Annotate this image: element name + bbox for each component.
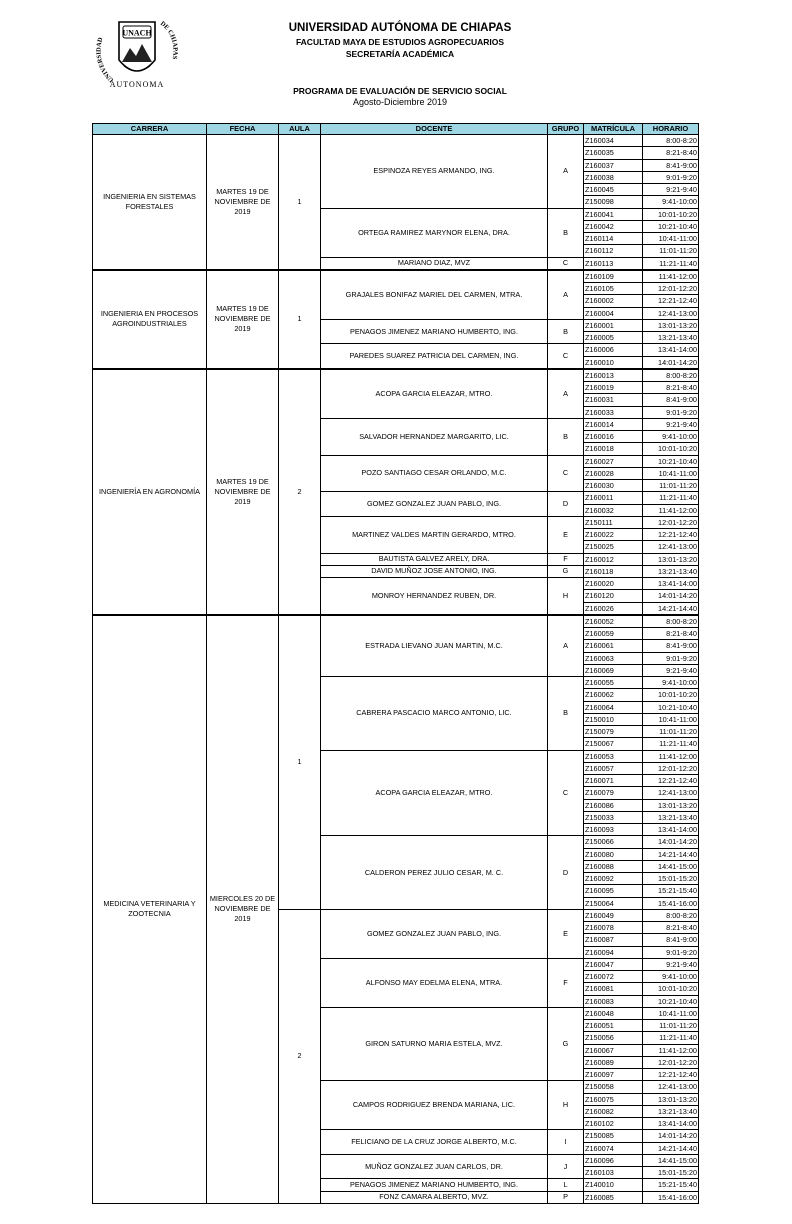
matricula-cell: Z160005 <box>584 332 643 344</box>
matricula-cell: Z150085 <box>584 1130 643 1142</box>
horario-cell: 14:41-15:00 <box>643 860 699 872</box>
horario-cell: 9:01-9:20 <box>643 946 699 958</box>
horario-cell: 14:01-14:20 <box>643 356 699 369</box>
matricula-cell: Z160028 <box>584 467 643 479</box>
logo-emblem-text: UNACH <box>122 28 152 38</box>
matricula-cell: Z150067 <box>584 738 643 750</box>
carrera-cell: INGENIERÍA EN AGRONOMÍA <box>93 369 207 615</box>
horario-cell: 10:01-10:20 <box>643 983 699 995</box>
matricula-cell: Z150058 <box>584 1081 643 1093</box>
matricula-cell: Z150010 <box>584 713 643 725</box>
matricula-cell: Z160096 <box>584 1154 643 1166</box>
matricula-cell: Z160088 <box>584 860 643 872</box>
matricula-cell: Z160087 <box>584 934 643 946</box>
carrera-cell: INGENIERIA EN PROCESOS AGROINDUSTRIALES <box>93 270 207 369</box>
fecha-cell: MARTES 19 DE NOVIEMBRE DE 2019 <box>207 270 279 369</box>
horario-cell: 14:21-14:40 <box>643 848 699 860</box>
horario-cell: 13:21-13:40 <box>643 811 699 823</box>
horario-cell: 9:01-9:20 <box>643 171 699 183</box>
grupo-cell: A <box>548 369 584 419</box>
matricula-cell: Z160063 <box>584 652 643 664</box>
matricula-cell: Z160093 <box>584 824 643 836</box>
grupo-cell: F <box>548 958 584 1007</box>
horario-cell: 9:01-9:20 <box>643 652 699 664</box>
matricula-cell: Z160081 <box>584 983 643 995</box>
horario-cell: 15:21-15:40 <box>643 885 699 897</box>
grupo-cell: E <box>548 516 584 553</box>
matricula-cell: Z160092 <box>584 873 643 885</box>
horario-cell: 11:21-11:40 <box>643 738 699 750</box>
grupo-cell: H <box>548 1081 584 1130</box>
schedule-table <box>92 123 699 1204</box>
matricula-cell: Z160069 <box>584 664 643 676</box>
horario-cell: 8:41-9:00 <box>643 159 699 171</box>
horario-cell: 13:41-14:00 <box>643 578 699 590</box>
svg-text:UNIVERSIDAD <box>95 36 115 83</box>
matricula-cell: Z160120 <box>584 590 643 602</box>
matricula-cell: Z160037 <box>584 159 643 171</box>
horario-cell: 11:01-11:20 <box>643 480 699 492</box>
matricula-cell: Z160045 <box>584 184 643 196</box>
column-header-grupo: GRUPO <box>548 124 584 135</box>
docente-cell: SALVADOR HERNANDEZ MARGARITO, LIC. <box>321 418 548 455</box>
matricula-cell: Z160071 <box>584 775 643 787</box>
horario-cell: 12:41-13:00 <box>643 541 699 553</box>
grupo-cell: C <box>548 750 584 836</box>
matricula-cell: Z160004 <box>584 307 643 319</box>
matricula-cell: Z160067 <box>584 1044 643 1056</box>
horario-cell: 8:21-8:40 <box>643 628 699 640</box>
horario-cell: 10:01-10:20 <box>643 443 699 455</box>
horario-cell: 9:21-9:40 <box>643 958 699 970</box>
horario-cell: 12:41-13:00 <box>643 307 699 319</box>
grupo-cell: I <box>548 1130 584 1155</box>
horario-cell: 12:41-13:00 <box>643 1081 699 1093</box>
matricula-cell: Z160085 <box>584 1191 643 1203</box>
table-body <box>93 135 699 1204</box>
column-header-horario: HORARIO <box>643 124 699 135</box>
grupo-cell: C <box>548 257 584 270</box>
horario-cell: 11:01-11:20 <box>643 1020 699 1032</box>
grupo-cell: A <box>548 135 584 209</box>
matricula-cell: Z160094 <box>584 946 643 958</box>
matricula-cell: Z160033 <box>584 406 643 418</box>
docente-cell: MUÑOZ GONZALEZ JUAN CARLOS, DR. <box>321 1154 548 1179</box>
horario-cell: 11:41-12:00 <box>643 270 699 283</box>
docente-cell: MONROY HERNANDEZ RUBEN, DR. <box>321 578 548 615</box>
matricula-cell: Z160055 <box>584 677 643 689</box>
horario-cell: 13:21-13:40 <box>643 565 699 577</box>
matricula-cell: Z160027 <box>584 455 643 467</box>
matricula-cell: Z160019 <box>584 382 643 394</box>
svg-text:DE CHIAPAS <box>159 20 179 60</box>
horario-cell: 9:01-9:20 <box>643 406 699 418</box>
matricula-cell: Z140010 <box>584 1179 643 1191</box>
horario-cell: 13:01-13:20 <box>643 319 699 331</box>
grupo-cell: D <box>548 492 584 517</box>
matricula-cell: Z160114 <box>584 233 643 245</box>
horario-cell: 13:01-13:20 <box>643 1093 699 1105</box>
matricula-cell: Z160026 <box>584 602 643 615</box>
horario-cell: 14:21-14:40 <box>643 1142 699 1154</box>
matricula-cell: Z150066 <box>584 836 643 848</box>
column-header-fecha: FECHA <box>207 124 279 135</box>
matricula-cell: Z160112 <box>584 245 643 257</box>
matricula-cell: Z160002 <box>584 295 643 307</box>
matricula-cell: Z160105 <box>584 283 643 295</box>
column-header-carrera: CARRERA <box>93 124 207 135</box>
matricula-cell: Z160109 <box>584 270 643 283</box>
matricula-cell: Z150111 <box>584 516 643 528</box>
horario-cell: 9:21-9:40 <box>643 184 699 196</box>
fecha-cell: MIERCOLES 20 DE NOVIEMBRE DE 2019 <box>207 615 279 1204</box>
horario-cell: 11:21-11:40 <box>643 257 699 270</box>
matricula-cell: Z160072 <box>584 971 643 983</box>
horario-cell: 9:41-10:00 <box>643 196 699 208</box>
column-header-matricula: MATRÍCULA <box>584 124 643 135</box>
period-subtitle: Agosto-Diciembre 2019 <box>352 97 448 107</box>
matricula-cell: Z160042 <box>584 220 643 232</box>
horario-cell: 9:21-9:40 <box>643 418 699 430</box>
matricula-cell: Z150064 <box>584 897 643 909</box>
docente-cell: BAUTISTA GALVEZ ARELY, DRA. <box>321 553 548 565</box>
horario-cell: 15:01-15:20 <box>643 1167 699 1179</box>
horario-cell: 12:21-12:40 <box>643 775 699 787</box>
matricula-cell: Z160022 <box>584 529 643 541</box>
table-row <box>93 270 699 283</box>
horario-cell: 10:41-11:00 <box>643 467 699 479</box>
docente-cell: CAMPOS RODRIGUEZ BRENDA MARIANA, LIC. <box>321 1081 548 1130</box>
matricula-cell: Z160030 <box>584 480 643 492</box>
horario-cell: 10:01-10:20 <box>643 208 699 220</box>
carrera-cell: MEDICINA VETERINARIA Y ZOOTECNIA <box>93 615 207 1204</box>
horario-cell: 8:21-8:40 <box>643 147 699 159</box>
docente-cell: ESPINOZA REYES ARMANDO, ING. <box>321 135 548 209</box>
matricula-cell: Z160080 <box>584 848 643 860</box>
grupo-cell: J <box>548 1154 584 1179</box>
matricula-cell: Z160016 <box>584 431 643 443</box>
horario-cell: 13:41-14:00 <box>643 1118 699 1130</box>
horario-cell: 14:01-14:20 <box>643 836 699 848</box>
horario-cell: 9:41-10:00 <box>643 971 699 983</box>
aula-cell: 1 <box>279 270 321 369</box>
horario-cell: 8:41-9:00 <box>643 640 699 652</box>
matricula-cell: Z160064 <box>584 701 643 713</box>
matricula-cell: Z160062 <box>584 689 643 701</box>
matricula-cell: Z160051 <box>584 1020 643 1032</box>
horario-cell: 12:21-12:40 <box>643 295 699 307</box>
logo-arc-left: UNIVERSIDAD <box>95 36 116 84</box>
matricula-cell: Z160086 <box>584 799 643 811</box>
horario-cell: 8:21-8:40 <box>643 382 699 394</box>
grupo-cell: G <box>548 1007 584 1081</box>
matricula-cell: Z160059 <box>584 628 643 640</box>
matricula-cell: Z160038 <box>584 171 643 183</box>
grupo-cell: D <box>548 836 584 910</box>
grupo-cell: B <box>548 208 584 257</box>
horario-cell: 12:41-13:00 <box>643 787 699 799</box>
horario-cell: 10:21-10:40 <box>643 701 699 713</box>
horario-cell: 12:21-12:40 <box>643 1069 699 1081</box>
matricula-cell: Z160102 <box>584 1118 643 1130</box>
matricula-cell: Z160018 <box>584 443 643 455</box>
column-header-aula: AULA <box>279 124 321 135</box>
matricula-cell: Z160048 <box>584 1007 643 1019</box>
horario-cell: 13:21-13:40 <box>643 332 699 344</box>
grupo-cell: B <box>548 319 584 344</box>
docente-cell: CALDERON PEREZ JULIO CESAR, M. C. <box>321 836 548 910</box>
matricula-cell: Z160020 <box>584 578 643 590</box>
column-header-docente: DOCENTE <box>321 124 548 135</box>
docente-cell: DAVID MUÑOZ JOSE ANTONIO, ING. <box>321 565 548 577</box>
horario-cell: 10:01-10:20 <box>643 689 699 701</box>
matricula-cell: Z160079 <box>584 787 643 799</box>
horario-cell: 10:21-10:40 <box>643 455 699 467</box>
aula-cell: 2 <box>279 909 321 1203</box>
docente-cell: ALFONSO MAY EDELMA ELENA, MTRA. <box>321 958 548 1007</box>
matricula-cell: Z160006 <box>584 344 643 356</box>
matricula-cell: Z160103 <box>584 1167 643 1179</box>
office-title: SECRETARÍA ACADÉMICA <box>345 49 455 59</box>
horario-cell: 8:00-8:20 <box>643 369 699 382</box>
matricula-cell: Z160032 <box>584 504 643 516</box>
horario-cell: 12:01-12:20 <box>643 283 699 295</box>
horario-cell: 11:41-12:00 <box>643 750 699 762</box>
matricula-cell: Z160011 <box>584 492 643 504</box>
aula-cell: 2 <box>279 369 321 615</box>
horario-cell: 12:01-12:20 <box>643 762 699 774</box>
horario-cell: 11:21-11:40 <box>643 492 699 504</box>
docente-cell: PENAGOS JIMENEZ MARIANO HUMBERTO, ING. <box>321 1179 548 1191</box>
program-title: PROGRAMA DE EVALUACIÓN DE SERVICIO SOCIAL <box>293 86 507 96</box>
docente-cell: MARIANO DIAZ, MVZ <box>321 257 548 270</box>
table-header-row <box>93 124 699 135</box>
horario-cell: 11:01-11:20 <box>643 245 699 257</box>
matricula-cell: Z160053 <box>584 750 643 762</box>
grupo-cell: A <box>548 270 584 320</box>
matricula-cell: Z160010 <box>584 356 643 369</box>
matricula-cell: Z160047 <box>584 958 643 970</box>
table-row <box>93 135 699 147</box>
horario-cell: 14:01-14:20 <box>643 590 699 602</box>
matricula-cell: Z160075 <box>584 1093 643 1105</box>
matricula-cell: Z160014 <box>584 418 643 430</box>
grupo-cell: G <box>548 565 584 577</box>
docente-cell: FELICIANO DE LA CRUZ JORGE ALBERTO, M.C. <box>321 1130 548 1155</box>
matricula-cell: Z150098 <box>584 196 643 208</box>
docente-cell: CABRERA PASCACIO MARCO ANTONIO, LIC. <box>321 677 548 751</box>
matricula-cell: Z160074 <box>584 1142 643 1154</box>
matricula-cell: Z150033 <box>584 811 643 823</box>
matricula-cell: Z160097 <box>584 1069 643 1081</box>
matricula-cell: Z160031 <box>584 394 643 406</box>
docente-cell: GIRON SATURNO MARIA ESTELA, MVZ. <box>321 1007 548 1081</box>
aula-cell: 1 <box>279 135 321 270</box>
grupo-cell: F <box>548 553 584 565</box>
horario-cell: 10:41-11:00 <box>643 1007 699 1019</box>
docente-cell: GRAJALES BONIFAZ MARIEL DEL CARMEN, MTRA. <box>321 270 548 320</box>
matricula-cell: Z160082 <box>584 1105 643 1117</box>
matricula-cell: Z150056 <box>584 1032 643 1044</box>
table-row <box>93 615 699 628</box>
horario-cell: 9:21-9:40 <box>643 664 699 676</box>
matricula-cell: Z160118 <box>584 565 643 577</box>
horario-cell: 10:21-10:40 <box>643 220 699 232</box>
docente-cell: ACOPA GARCIA ELEAZAR, MTRO. <box>321 750 548 836</box>
horario-cell: 11:41-12:00 <box>643 504 699 516</box>
horario-cell: 13:01-13:20 <box>643 799 699 811</box>
grupo-cell: P <box>548 1191 584 1203</box>
docente-cell: ACOPA GARCIA ELEAZAR, MTRO. <box>321 369 548 419</box>
grupo-cell: H <box>548 578 584 615</box>
horario-cell: 8:00-8:20 <box>643 909 699 921</box>
horario-cell: 15:21-15:40 <box>643 1179 699 1191</box>
horario-cell: 10:41-11:00 <box>643 713 699 725</box>
fecha-cell: MARTES 19 DE NOVIEMBRE DE 2019 <box>207 369 279 615</box>
horario-cell: 10:41-11:00 <box>643 233 699 245</box>
docente-cell: PENAGOS JIMENEZ MARIANO HUMBERTO, ING. <box>321 319 548 344</box>
matricula-cell: Z160113 <box>584 257 643 270</box>
matricula-cell: Z160012 <box>584 553 643 565</box>
carrera-cell: INGENIERIA EN SISTEMAS FORESTALES <box>93 135 207 270</box>
grupo-cell: L <box>548 1179 584 1191</box>
docente-cell: POZO SANTIAGO CESAR ORLANDO, M.C. <box>321 455 548 492</box>
matricula-cell: Z160095 <box>584 885 643 897</box>
matricula-cell: Z160061 <box>584 640 643 652</box>
grupo-cell: B <box>548 677 584 751</box>
matricula-cell: Z150025 <box>584 541 643 553</box>
horario-cell: 10:21-10:40 <box>643 995 699 1007</box>
horario-cell: 8:00-8:20 <box>643 135 699 147</box>
horario-cell: 14:41-15:00 <box>643 1154 699 1166</box>
horario-cell: 14:01-14:20 <box>643 1130 699 1142</box>
horario-cell: 15:01-15:20 <box>643 873 699 885</box>
horario-cell: 14:21-14:40 <box>643 602 699 615</box>
horario-cell: 12:01-12:20 <box>643 516 699 528</box>
logo-caption: AUTONOMA <box>109 80 165 89</box>
docente-cell: MARTINEZ VALDES MARTIN GERARDO, MTRO. <box>321 516 548 553</box>
horario-cell: 9:41-10:00 <box>643 677 699 689</box>
faculty-title: FACULTAD MAYA DE ESTUDIOS AGROPECUARIOS <box>295 37 505 47</box>
horario-cell: 9:41-10:00 <box>643 431 699 443</box>
matricula-cell: Z160034 <box>584 135 643 147</box>
horario-cell: 11:21-11:40 <box>643 1032 699 1044</box>
horario-cell: 11:41-12:00 <box>643 1044 699 1056</box>
docente-cell: GOMEZ GONZALEZ JUAN PABLO, ING. <box>321 909 548 958</box>
matricula-cell: Z160049 <box>584 909 643 921</box>
matricula-cell: Z160057 <box>584 762 643 774</box>
horario-cell: 12:21-12:40 <box>643 529 699 541</box>
grupo-cell: C <box>548 455 584 492</box>
aula-cell: 1 <box>279 615 321 910</box>
horario-cell: 12:01-12:20 <box>643 1056 699 1068</box>
university-title: UNIVERSIDAD AUTÓNOMA DE CHIAPAS <box>288 22 512 34</box>
horario-cell: 8:00-8:20 <box>643 615 699 628</box>
fecha-cell: MARTES 19 DE NOVIEMBRE DE 2019 <box>207 135 279 270</box>
matricula-cell: Z160089 <box>584 1056 643 1068</box>
grupo-cell: A <box>548 615 584 677</box>
horario-cell: 13:01-13:20 <box>643 553 699 565</box>
docente-cell: PAREDES SUAREZ PATRICIA DEL CARMEN, ING. <box>321 344 548 369</box>
matricula-cell: Z160083 <box>584 995 643 1007</box>
horario-cell: 8:41-9:00 <box>643 934 699 946</box>
grupo-cell: C <box>548 344 584 369</box>
horario-cell: 15:41-16:00 <box>643 897 699 909</box>
horario-cell: 13:21-13:40 <box>643 1105 699 1117</box>
matricula-cell: Z160041 <box>584 208 643 220</box>
matricula-cell: Z160013 <box>584 369 643 382</box>
horario-cell: 13:41-14:00 <box>643 344 699 356</box>
matricula-cell: Z160035 <box>584 147 643 159</box>
horario-cell: 8:21-8:40 <box>643 922 699 934</box>
table-row <box>93 369 699 382</box>
horario-cell: 15:41-16:00 <box>643 1191 699 1203</box>
logo-arc-right: DE CHIAPAS <box>158 20 179 60</box>
matricula-cell: Z160001 <box>584 319 643 331</box>
matricula-cell: Z160052 <box>584 615 643 628</box>
horario-cell: 8:41-9:00 <box>643 394 699 406</box>
docente-cell: ORTEGA RAMIREZ MARYNOR ELENA, DRA. <box>321 208 548 257</box>
docente-cell: ESTRADA LIEVANO JUAN MARTIN, M.C. <box>321 615 548 677</box>
matricula-cell: Z160078 <box>584 922 643 934</box>
horario-cell: 13:41-14:00 <box>643 824 699 836</box>
grupo-cell: E <box>548 909 584 958</box>
docente-cell: GOMEZ GONZALEZ JUAN PABLO, ING. <box>321 492 548 517</box>
horario-cell: 11:01-11:20 <box>643 726 699 738</box>
grupo-cell: B <box>548 418 584 455</box>
matricula-cell: Z150079 <box>584 726 643 738</box>
docente-cell: FONZ CAMARA ALBERTO, MVZ. <box>321 1191 548 1203</box>
